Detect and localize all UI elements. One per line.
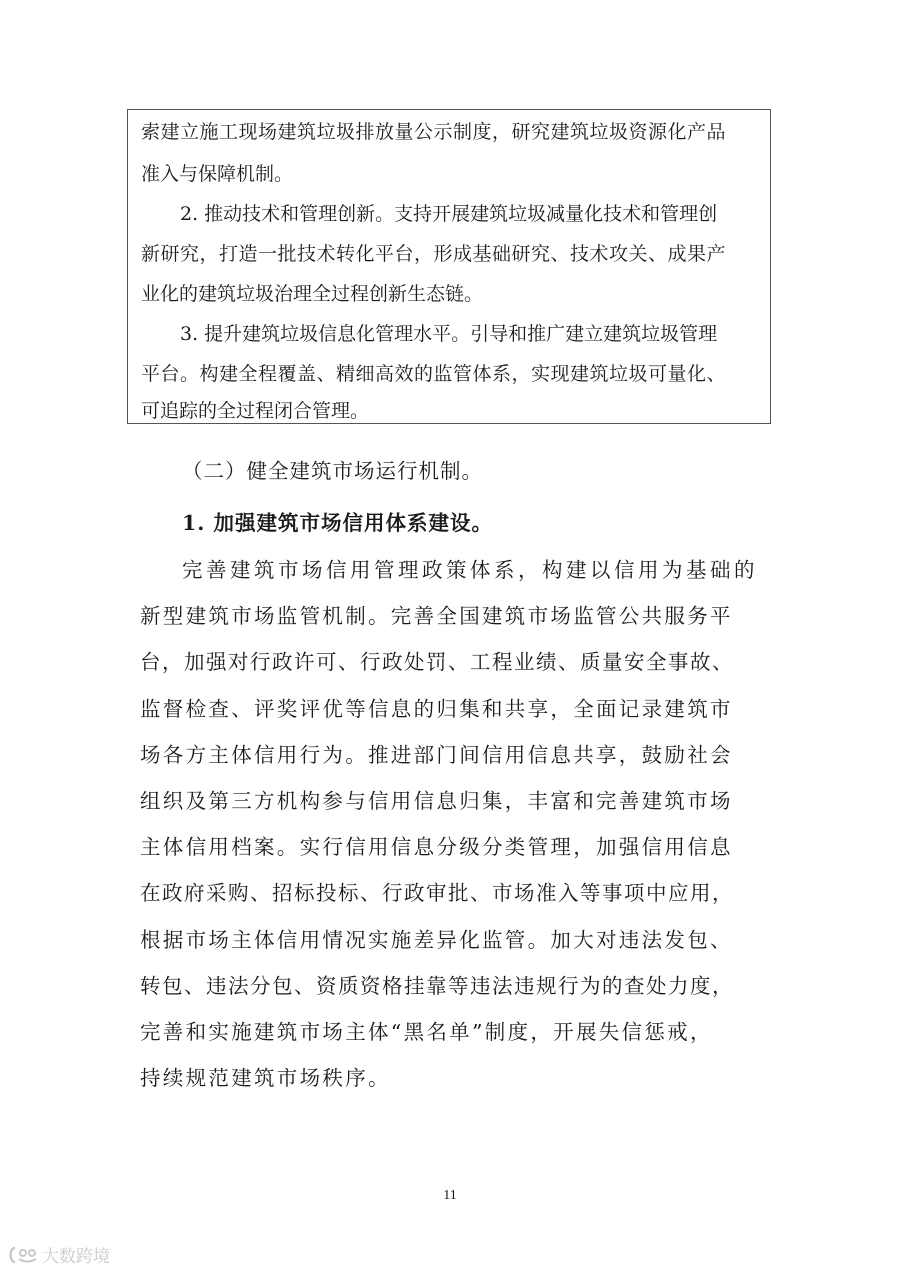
page-number: 11 <box>443 1188 457 1203</box>
box-line-3: 2. 推动技术和管理创新。支持开展建筑垃圾减量化技术和管理创 <box>180 203 718 225</box>
watermark-logo-icon <box>6 1245 40 1265</box>
body-line-10: 转包、违法分包、资质资格挂靠等违法违规行为的查处力度， <box>140 974 734 998</box>
box-line-1: 索建立施工现场建筑垃圾排放量公示制度，研究建筑垃圾资源化产品 <box>141 121 727 143</box>
box-line-5: 业化的建筑垃圾治理全过程创新生态链。 <box>141 283 484 305</box>
subheading: 1. 加强建筑市场信用体系建设。 <box>182 511 494 535</box>
watermark <box>6 1242 110 1267</box>
box-line-7: 平台。构建全程覆盖、精细高效的监管体系，实现建筑垃圾可量化、 <box>141 363 727 385</box>
body-line-6: 组织及第三方机构参与信用信息归集，丰富和完善建筑市场 <box>140 789 733 813</box>
watermark-text: 大数跨境 <box>42 1247 110 1267</box>
body-line-12: 持续规范建筑市场秩序。 <box>140 1066 391 1090</box>
body-line-8: 在政府采购、招标投标、行政审批、市场准入等事项中应用， <box>140 881 734 905</box>
body-line-1: 完善建筑市场信用管理政策体系，构建以信用为基础的 <box>182 558 758 582</box>
body-line-2: 新型建筑市场监管机制。完善全国建筑市场监管公共服务平 <box>140 604 733 628</box>
body-line-4: 监督检查、评奖评优等信息的归集和共享，全面记录建筑市 <box>140 697 733 721</box>
body-line-11: 完善和实施建筑市场主体“黑名单”制度，开展失信惩戒， <box>140 1020 713 1044</box>
body-line-5: 场各方主体信用行为。推进部门间信用信息共享，鼓励社会 <box>140 743 733 767</box>
box-line-8: 可追踪的全过程闭合管理。 <box>141 400 370 422</box>
body-line-3: 台，加强对行政许可、行政处罚、工程业绩、质量安全事故、 <box>140 650 734 674</box>
section-heading: （二）健全建筑市场运行机制。 <box>182 459 483 483</box>
box-line-2: 准入与保障机制。 <box>141 163 294 185</box>
box-line-6: 3. 提升建筑垃圾信息化管理水平。引导和推广建立建筑垃圾管理 <box>180 323 718 345</box>
body-line-7: 主体信用档案。实行信用信息分级分类管理，加强信用信息 <box>140 835 733 859</box>
body-line-9: 根据市场主体信用情况实施差异化监管。加大对违法发包、 <box>140 928 733 952</box>
boxed-excerpt <box>127 109 771 424</box>
box-line-4: 新研究，打造一批技术转化平台，形成基础研究、技术攻关、成果产 <box>141 243 727 265</box>
